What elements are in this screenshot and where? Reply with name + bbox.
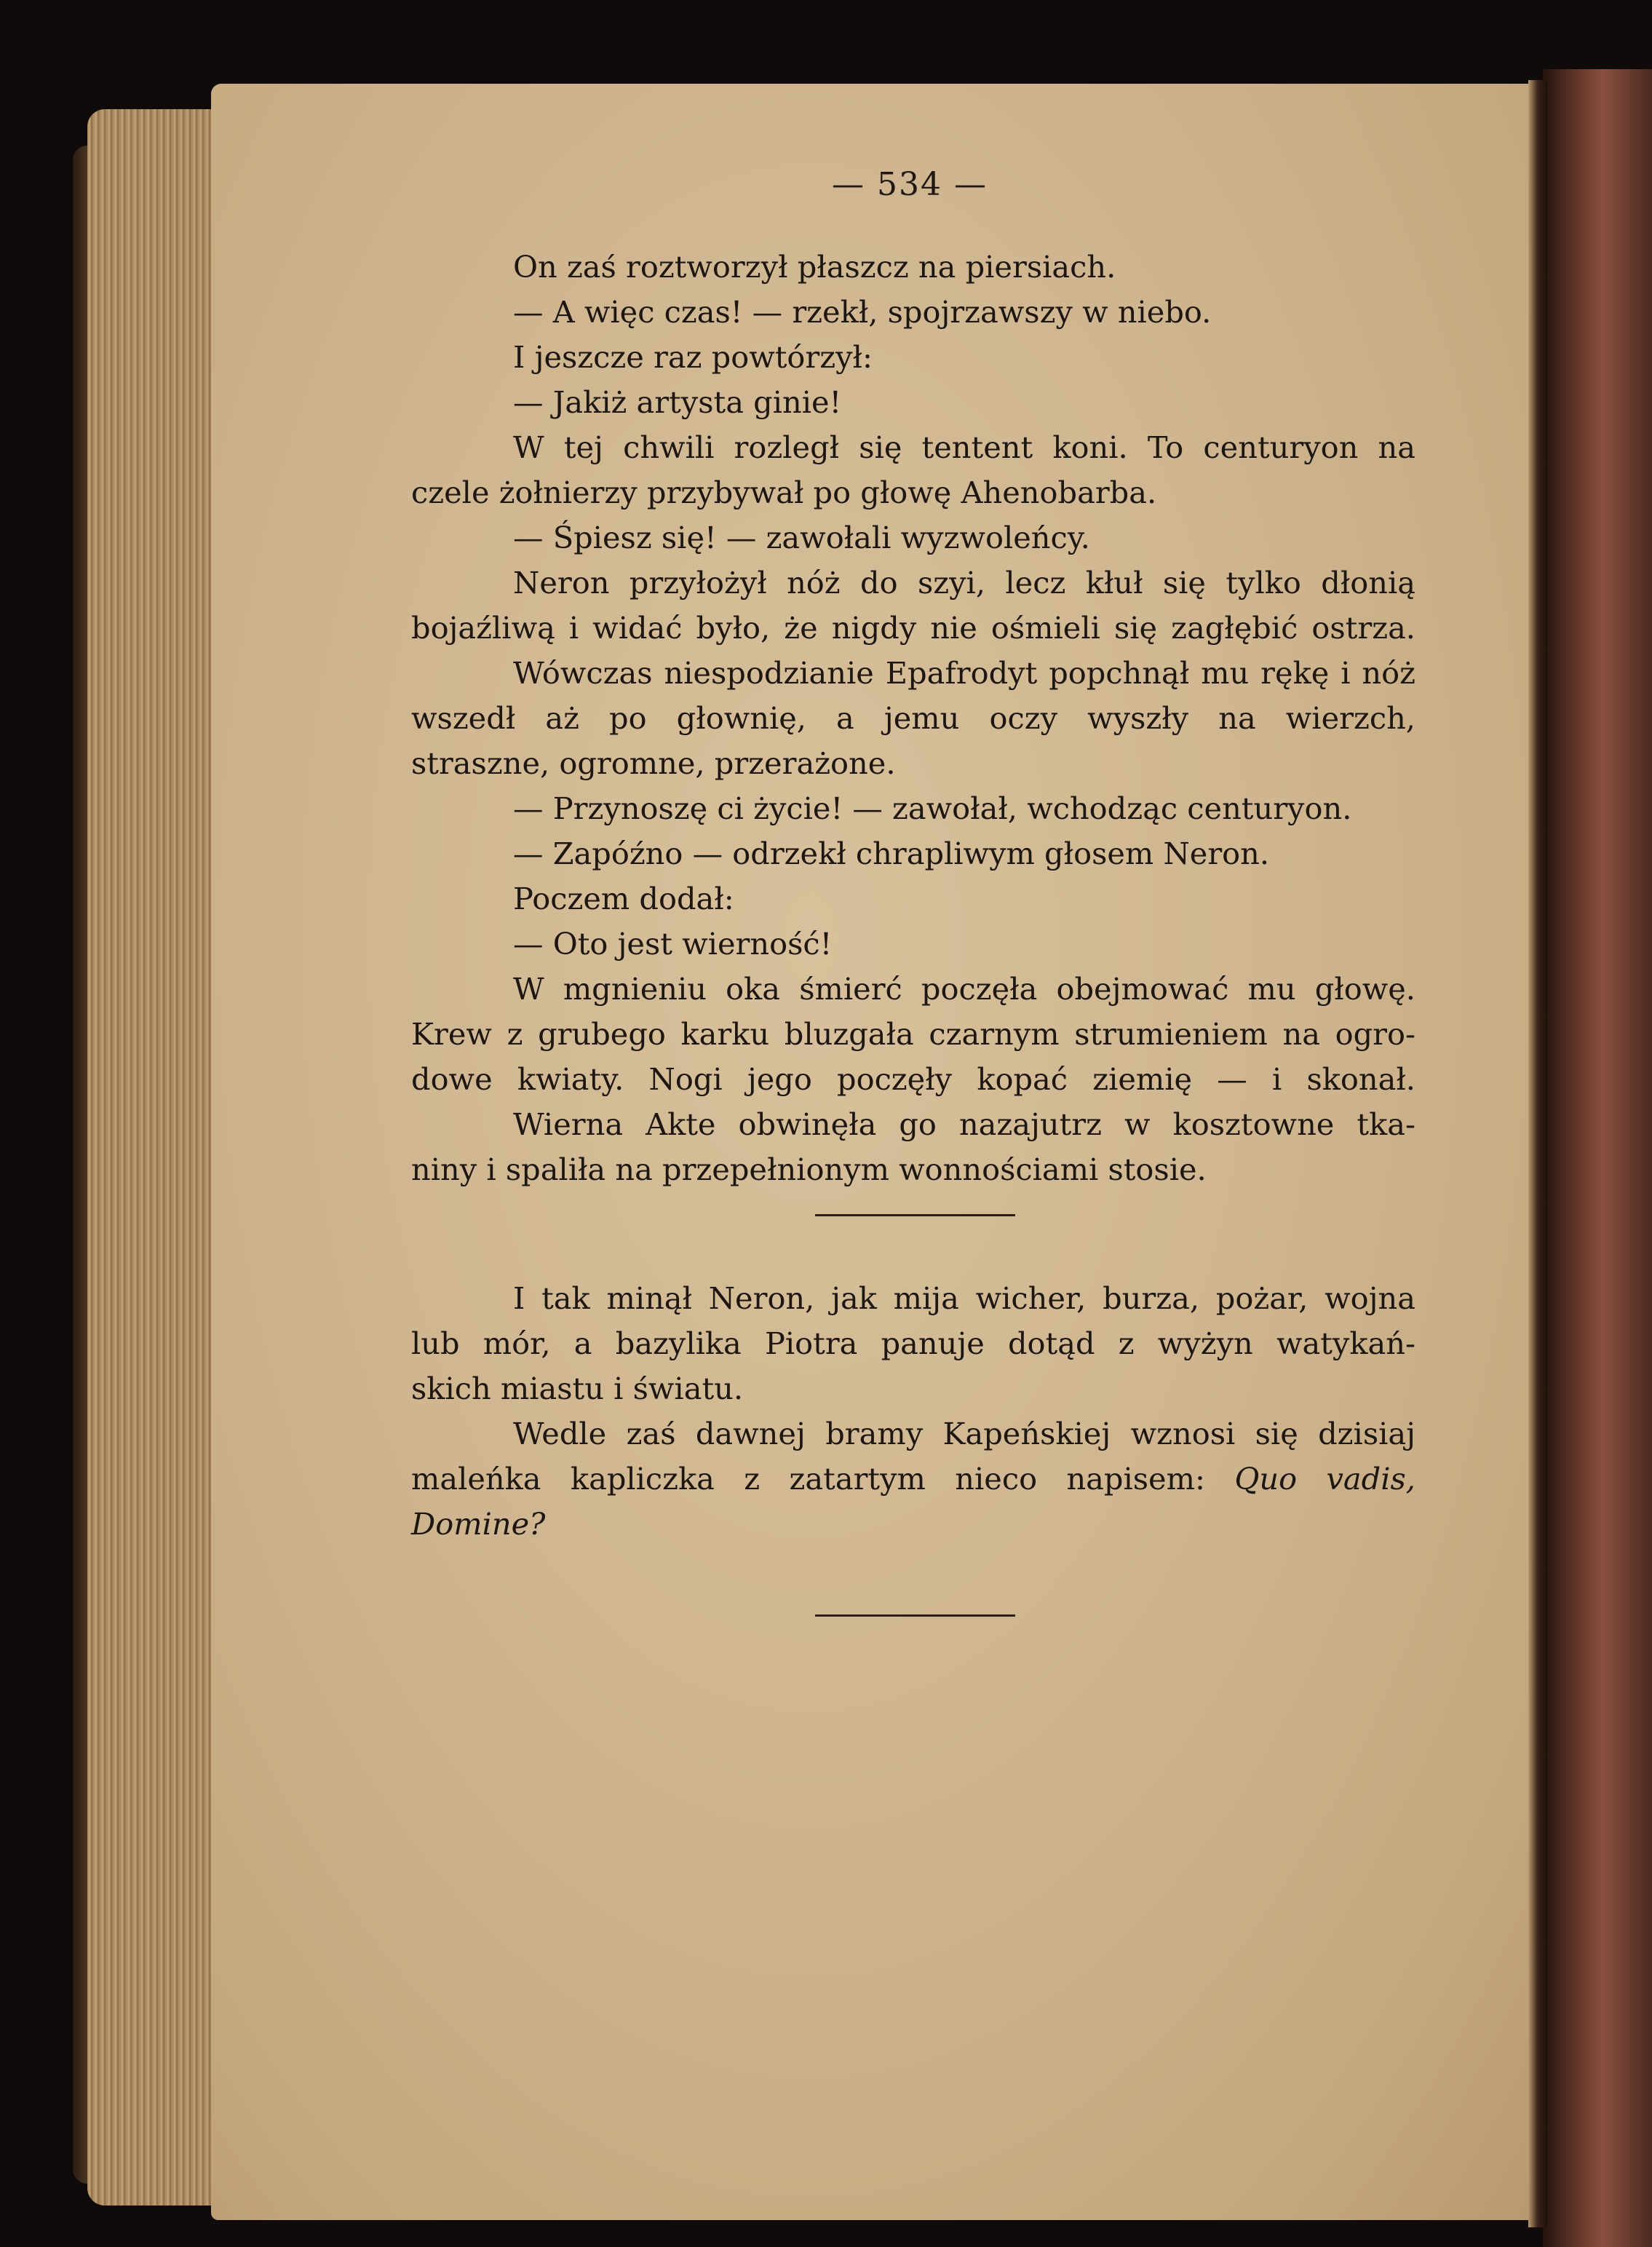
text-line: — Jakiż artysta ginie! bbox=[513, 384, 842, 420]
section-1 bbox=[411, 245, 1415, 1192]
text-line: — A więc czas! — rzekł, spojrzawszy w niebo. bbox=[513, 294, 1212, 330]
text-line: On zaś roztworzył płaszcz na piersiach. bbox=[513, 249, 1116, 285]
text-line: Neron przyłożył nóż do szyi, lecz kłuł się tylko dłonią bbox=[513, 565, 1415, 601]
text-line: skich miastu i światu. bbox=[411, 1371, 744, 1406]
text-line: — Oto jest wierność! bbox=[513, 926, 833, 962]
text-line: lub mór, a bazylika Piotra panuje dotąd z wyżyn watykań- bbox=[411, 1325, 1415, 1361]
text-line: Wierna Akte obwinęła go nazajutrz w kosztowne tka- bbox=[513, 1106, 1415, 1142]
text-line: Krew z grubego karku bluzgała czarnym strumieniem na ogro- bbox=[411, 1016, 1415, 1052]
text-segment: maleńka kapliczka z zatartym nieco napisem: bbox=[411, 1461, 1205, 1497]
page-number: — 534 — bbox=[832, 166, 988, 203]
text-line: Poczem dodał: bbox=[513, 881, 734, 916]
text-line: dowe kwiaty. Nogi jego poczęły kopać ziemię — i skonał. bbox=[411, 1061, 1415, 1097]
section-divider bbox=[815, 1214, 1015, 1216]
inscription-part-1: Quo vadis, bbox=[1234, 1461, 1415, 1497]
text-line: — Zapóźno — odrzekł chrapliwym głosem Neron. bbox=[513, 836, 1270, 871]
text-line: bojaźliwą i widać było, że nigdy nie ośmieli się zagłębić ostrza. bbox=[411, 610, 1415, 646]
text-line bbox=[411, 1457, 1415, 1502]
text-line: wszedł aż po głownię, a jemu oczy wyszły na wierzch, bbox=[411, 700, 1415, 736]
text-line: straszne, ogromne, przerażone. bbox=[411, 745, 896, 781]
text-line: I tak minął Neron, jak mija wicher, burza, pożar, wojna bbox=[513, 1280, 1415, 1316]
gutter bbox=[1528, 80, 1547, 2227]
text-line: W tej chwili rozległ się tentent koni. To centuryon na bbox=[513, 429, 1415, 465]
text-line: I jeszcze raz powtórzył: bbox=[513, 339, 873, 375]
book-cover bbox=[1543, 69, 1652, 2247]
text-line: — Śpiesz się! — zawołali wyzwoleńcy. bbox=[513, 520, 1090, 555]
inscription-part-2: Domine? bbox=[411, 1506, 546, 1542]
end-divider bbox=[815, 1614, 1015, 1617]
text-line: Wedle zaś dawnej bramy Kapeńskiej wznosi się dzisiaj bbox=[513, 1416, 1415, 1451]
text-line: czele żołnierzy przybywał po głowę Ahenobarba. bbox=[411, 475, 1157, 510]
text-line: — Przynoszę ci życie! — zawołał, wchodząc centuryon. bbox=[513, 790, 1352, 826]
text-line: Wówczas niespodzianie Epafrodyt popchnął mu rękę i nóż bbox=[513, 655, 1415, 691]
text-line: W mgnieniu oka śmierć poczęła obejmować mu głowę. bbox=[513, 971, 1415, 1007]
text-line: niny i spaliła na przepełnionym wonnościami stosie. bbox=[411, 1152, 1207, 1187]
section-2 bbox=[411, 1276, 1415, 1547]
